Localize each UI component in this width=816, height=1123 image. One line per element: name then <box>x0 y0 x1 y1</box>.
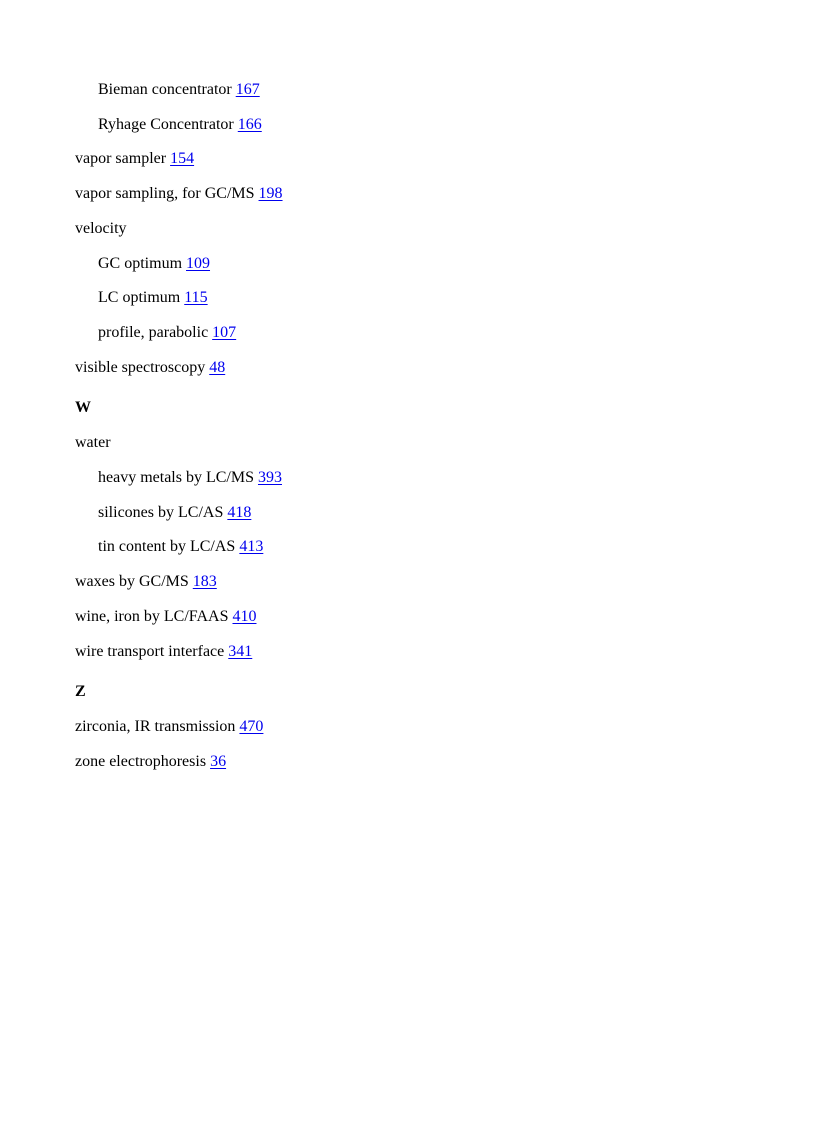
page-link[interactable]: 167 <box>235 81 260 98</box>
page-link[interactable]: 166 <box>237 116 262 133</box>
index-term: heavy metals by LC/MS <box>98 469 254 486</box>
index-term: tin content by LC/AS <box>98 538 236 555</box>
index-term: Bieman concentrator <box>98 81 232 98</box>
page-link[interactable]: 393 <box>257 469 282 486</box>
index-subentry <box>98 323 236 343</box>
section-letter-heading: Z <box>75 683 86 700</box>
section-letter-heading: W <box>75 399 91 416</box>
index-subentry <box>98 503 251 523</box>
page-link[interactable]: 413 <box>239 538 264 555</box>
index-term: vapor sampler <box>75 150 167 167</box>
page-link[interactable]: 410 <box>232 608 257 625</box>
page-link[interactable]: 198 <box>258 185 283 202</box>
index-entry <box>75 607 256 627</box>
page-link[interactable]: 107 <box>212 324 237 341</box>
index-entry <box>75 642 252 662</box>
index-term: velocity <box>75 220 127 237</box>
index-term: wine, iron by LC/FAAS <box>75 608 229 625</box>
index-entry <box>75 572 217 592</box>
index-subentry <box>98 254 210 274</box>
page-link[interactable]: 48 <box>209 359 226 376</box>
page-link[interactable]: 470 <box>239 718 264 735</box>
index-entry <box>75 184 283 204</box>
page-link[interactable]: 154 <box>170 150 195 167</box>
page-link[interactable]: 341 <box>228 643 253 660</box>
index-entry <box>75 717 263 737</box>
index-subentry <box>98 537 263 557</box>
index-subentry <box>98 468 282 488</box>
index-term: LC optimum <box>98 289 181 306</box>
index-term: profile, parabolic <box>98 324 209 341</box>
index-entry <box>75 149 194 169</box>
index-term: water <box>75 434 111 451</box>
index-term: visible spectroscopy <box>75 359 206 376</box>
index-term: wire transport interface <box>75 643 225 660</box>
index-term: silicones by LC/AS <box>98 504 224 521</box>
page-link[interactable]: 109 <box>186 255 211 272</box>
page-link[interactable]: 115 <box>184 289 208 306</box>
index-term: vapor sampling, for GC/MS <box>75 185 255 202</box>
index-entry <box>75 219 127 239</box>
index-term: Ryhage Concentrator <box>98 116 234 133</box>
index-term: GC optimum <box>98 255 183 272</box>
index-entry <box>75 358 225 378</box>
index-term: zone electrophoresis <box>75 753 207 770</box>
page-link[interactable]: 418 <box>227 504 252 521</box>
index-subentry <box>98 115 262 135</box>
index-entry <box>75 433 111 453</box>
index-entry <box>75 752 226 772</box>
page-link[interactable]: 36 <box>210 753 227 770</box>
index-term: zirconia, IR transmission <box>75 718 236 735</box>
index-subentry <box>98 80 260 100</box>
index-term: waxes by GC/MS <box>75 573 189 590</box>
index-subentry <box>98 288 208 308</box>
page-link[interactable]: 183 <box>192 573 217 590</box>
